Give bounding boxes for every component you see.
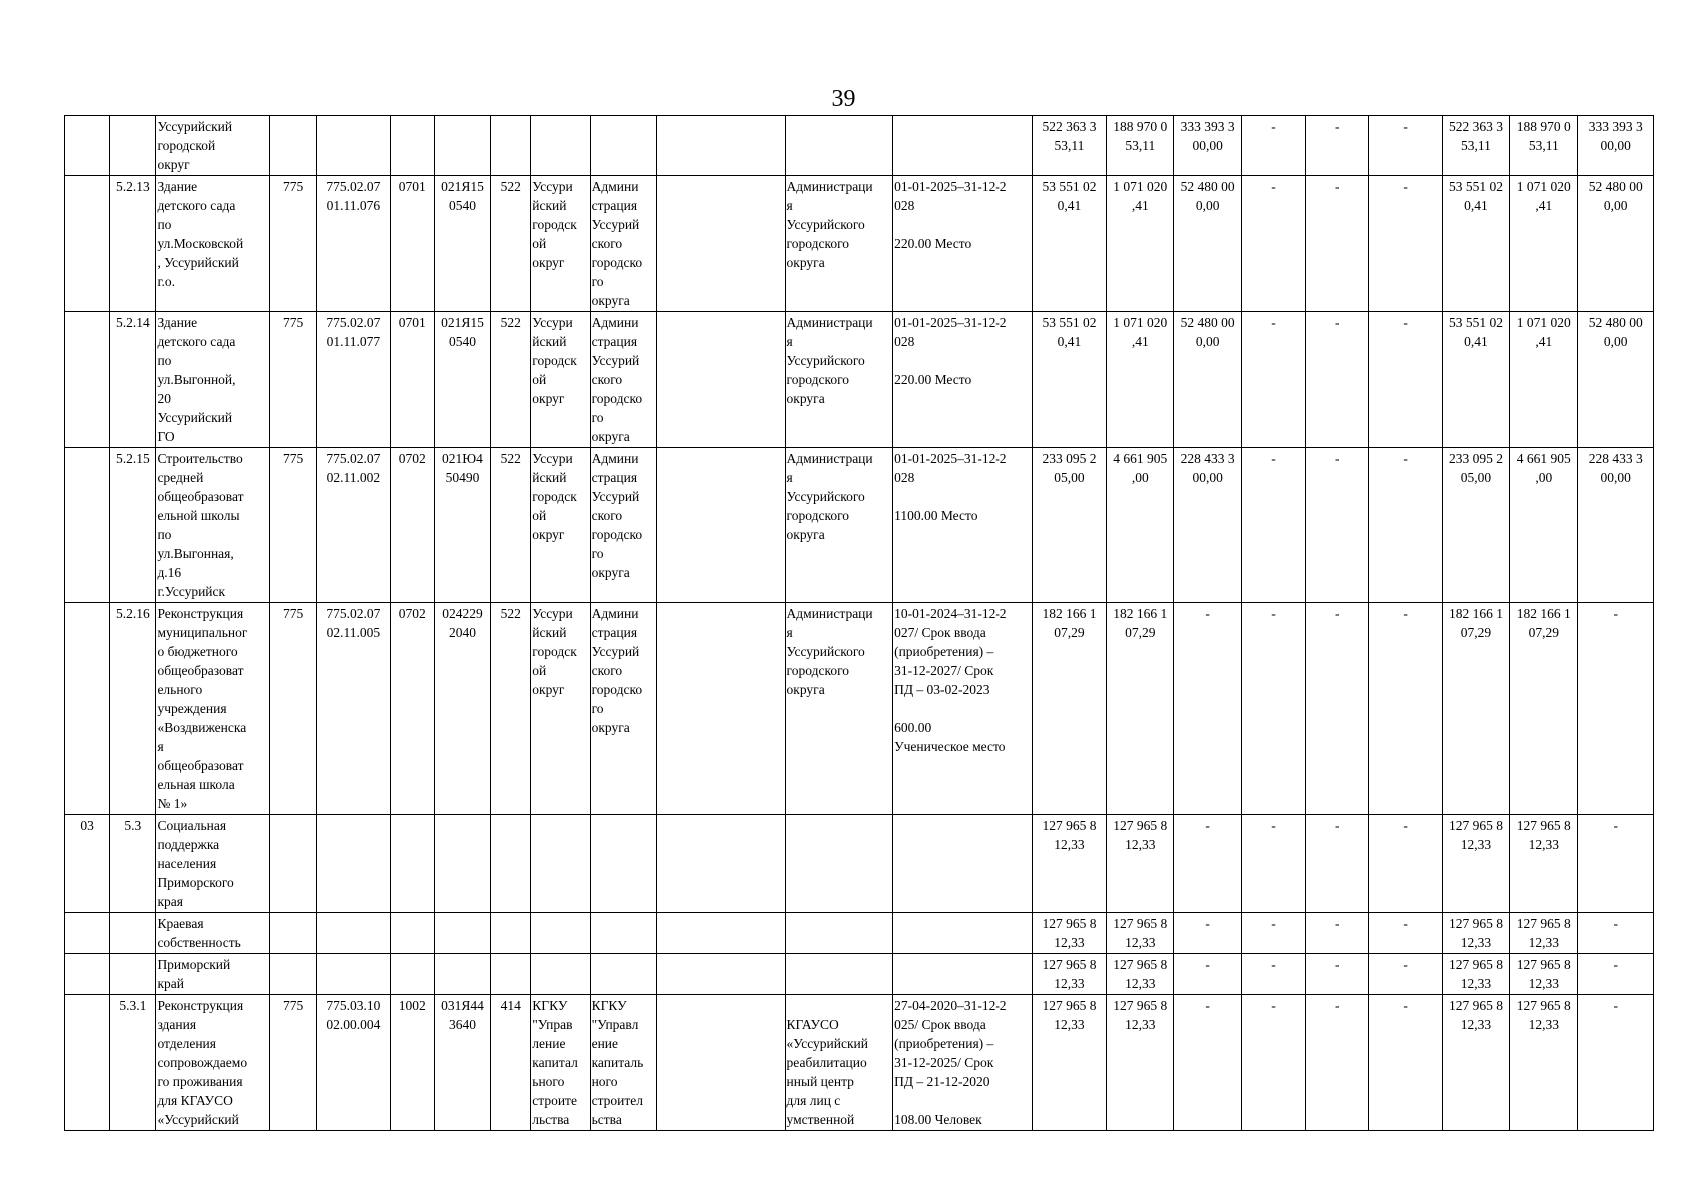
funding-year1-cell: 127 965 8 12,33 [1510, 815, 1578, 913]
period-capacity-cell [893, 815, 1033, 913]
dash-cell: - [1241, 815, 1305, 913]
dash-cell: - [1369, 954, 1442, 995]
expense-type-cell: 522 [491, 448, 531, 603]
year1-cost-cell: 1 071 020 ,41 [1107, 176, 1174, 312]
funding-total-cell: 127 965 8 12,33 [1442, 995, 1509, 1131]
developer-cell [590, 913, 656, 954]
period-capacity-cell: 27-04-2020–31-12-2 025/ Срок ввода (приобретения) – 31-12-2025/ Срок ПД – 21-12-2020 108.00 Человек [893, 995, 1033, 1131]
section-subsection-cell: 0701 [390, 176, 434, 312]
dash-cell: - [1241, 176, 1305, 312]
section-code-cell: 03 [65, 815, 110, 913]
funding-total-cell: 53 551 02 0,41 [1442, 176, 1509, 312]
expense-type-cell [491, 954, 531, 995]
developer-cell: Админи страция Уссурий ского городско го округа [590, 448, 656, 603]
funding-year2-cell: 52 480 00 0,00 [1578, 176, 1654, 312]
object-code-cell [317, 954, 390, 995]
empty-cell [656, 116, 785, 176]
year2-cost-cell: - [1174, 995, 1241, 1131]
developer-cell: КГКУ "Управл ение капиталь ного строител ьства [590, 995, 656, 1131]
funding-year2-cell: 228 433 3 00,00 [1578, 448, 1654, 603]
funding-year1-cell: 188 970 0 53,11 [1510, 116, 1578, 176]
recipient-cell [785, 116, 893, 176]
customer-cell: Уссури йский городск ой округ [531, 176, 590, 312]
funding-year1-cell: 182 166 1 07,29 [1510, 603, 1578, 815]
grbs-code-cell: 775 [270, 176, 317, 312]
period-capacity-cell: 01-01-2025–31-12-2 028 1100.00 Место [893, 448, 1033, 603]
object-code-cell: 775.02.07 02.11.005 [317, 603, 390, 815]
table-row [65, 448, 1654, 603]
empty-cell [656, 603, 785, 815]
year2-cost-cell: - [1174, 603, 1241, 815]
dash-cell: - [1369, 913, 1442, 954]
item-number-cell: 5.2.14 [110, 312, 156, 448]
dash-cell: - [1241, 913, 1305, 954]
dash-cell: - [1241, 995, 1305, 1131]
expense-type-cell: 522 [491, 312, 531, 448]
customer-cell [531, 954, 590, 995]
total-cost-cell: 233 095 2 05,00 [1032, 448, 1106, 603]
dash-cell: - [1241, 954, 1305, 995]
item-number-cell: 5.2.13 [110, 176, 156, 312]
section-code-cell [65, 913, 110, 954]
funding-year2-cell: - [1578, 995, 1654, 1131]
dash-cell: - [1241, 312, 1305, 448]
dash-cell: - [1369, 312, 1442, 448]
funding-year1-cell: 4 661 905 ,00 [1510, 448, 1578, 603]
section-subsection-cell: 0702 [390, 603, 434, 815]
dash-cell: - [1241, 603, 1305, 815]
target-article-cell: 021Ю4 50490 [434, 448, 490, 603]
dash-cell: - [1306, 995, 1369, 1131]
funding-year1-cell: 127 965 8 12,33 [1510, 913, 1578, 954]
period-capacity-cell: 01-01-2025–31-12-2 028 220.00 Место [893, 176, 1033, 312]
target-article-cell: 021Я15 0540 [434, 176, 490, 312]
developer-cell: Админи страция Уссурий ского городско го округа [590, 176, 656, 312]
customer-cell [531, 116, 590, 176]
object-name-cell: Краевая собственность [156, 913, 270, 954]
object-code-cell: 775.02.07 01.11.076 [317, 176, 390, 312]
year2-cost-cell: - [1174, 913, 1241, 954]
target-article-cell [434, 815, 490, 913]
table-row [65, 995, 1654, 1131]
expense-type-cell [491, 815, 531, 913]
year1-cost-cell: 1 071 020 ,41 [1107, 312, 1174, 448]
total-cost-cell: 53 551 02 0,41 [1032, 176, 1106, 312]
object-code-cell: 775.03.10 02.00.004 [317, 995, 390, 1131]
recipient-cell: Администраци я Уссурийского городского округа [785, 312, 893, 448]
grbs-code-cell [270, 913, 317, 954]
section-subsection-cell [390, 116, 434, 176]
dash-cell: - [1306, 448, 1369, 603]
section-subsection-cell: 0702 [390, 448, 434, 603]
object-name-cell: Социальная поддержка населения Приморского края [156, 815, 270, 913]
recipient-cell: Администраци я Уссурийского городского округа [785, 603, 893, 815]
year1-cost-cell: 127 965 8 12,33 [1107, 954, 1174, 995]
period-capacity-cell: 10-01-2024–31-12-2 027/ Срок ввода (приобретения) – 31-12-2027/ Срок ПД – 03-02-2023 600.00 Ученическое место [893, 603, 1033, 815]
period-capacity-cell [893, 954, 1033, 995]
object-name-cell: Уссурийский городской округ [156, 116, 270, 176]
dash-cell: - [1241, 448, 1305, 603]
funding-year2-cell: - [1578, 954, 1654, 995]
customer-cell: КГКУ "Управ ление капитал ьного строите льства [531, 995, 590, 1131]
section-subsection-cell [390, 815, 434, 913]
recipient-cell [785, 815, 893, 913]
funding-year1-cell: 127 965 8 12,33 [1510, 995, 1578, 1131]
section-code-cell [65, 312, 110, 448]
customer-cell [531, 815, 590, 913]
developer-cell: Админи страция Уссурий ского городско го округа [590, 312, 656, 448]
year1-cost-cell: 127 965 8 12,33 [1107, 995, 1174, 1131]
object-code-cell [317, 116, 390, 176]
year2-cost-cell: 228 433 3 00,00 [1174, 448, 1241, 603]
funding-total-cell: 127 965 8 12,33 [1442, 954, 1509, 995]
object-name-cell: Строительство средней общеобразоват ельной школы по ул.Выгонная, д.16 г.Уссурийск [156, 448, 270, 603]
dash-cell: - [1306, 116, 1369, 176]
funding-total-cell: 522 363 3 53,11 [1442, 116, 1509, 176]
dash-cell: - [1306, 954, 1369, 995]
customer-cell: Уссури йский городск ой округ [531, 312, 590, 448]
expense-type-cell: 522 [491, 176, 531, 312]
customer-cell [531, 913, 590, 954]
dash-cell: - [1369, 815, 1442, 913]
year2-cost-cell: - [1174, 954, 1241, 995]
section-subsection-cell [390, 954, 434, 995]
empty-cell [656, 995, 785, 1131]
grbs-code-cell: 775 [270, 603, 317, 815]
dash-cell: - [1306, 176, 1369, 312]
target-article-cell: 031Я44 3640 [434, 995, 490, 1131]
section-subsection-cell [390, 913, 434, 954]
funding-total-cell: 233 095 2 05,00 [1442, 448, 1509, 603]
section-code-cell [65, 448, 110, 603]
developer-cell [590, 116, 656, 176]
item-number-cell: 5.3.1 [110, 995, 156, 1131]
budget-table [64, 115, 1654, 1131]
total-cost-cell: 53 551 02 0,41 [1032, 312, 1106, 448]
target-article-cell [434, 913, 490, 954]
total-cost-cell: 182 166 1 07,29 [1032, 603, 1106, 815]
empty-cell [656, 913, 785, 954]
target-article-cell: 021Я15 0540 [434, 312, 490, 448]
object-code-cell: 775.02.07 01.11.077 [317, 312, 390, 448]
table-row [65, 815, 1654, 913]
funding-year2-cell: - [1578, 913, 1654, 954]
empty-cell [656, 448, 785, 603]
customer-cell: Уссури йский городск ой округ [531, 603, 590, 815]
expense-type-cell: 414 [491, 995, 531, 1131]
year2-cost-cell: 52 480 00 0,00 [1174, 176, 1241, 312]
section-code-cell [65, 176, 110, 312]
page-number: 39 [831, 86, 856, 112]
expense-type-cell [491, 913, 531, 954]
table-row [65, 176, 1654, 312]
dash-cell: - [1369, 448, 1442, 603]
total-cost-cell: 127 965 8 12,33 [1032, 913, 1106, 954]
dash-cell: - [1369, 116, 1442, 176]
grbs-code-cell [270, 116, 317, 176]
year1-cost-cell: 182 166 1 07,29 [1107, 603, 1174, 815]
table-row [65, 116, 1654, 176]
section-code-cell [65, 995, 110, 1131]
total-cost-cell: 127 965 8 12,33 [1032, 954, 1106, 995]
recipient-cell: Администраци я Уссурийского городского округа [785, 176, 893, 312]
recipient-cell [785, 913, 893, 954]
grbs-code-cell [270, 954, 317, 995]
grbs-code-cell: 775 [270, 448, 317, 603]
object-name-cell: Здание детского сада по ул.Московской , Уссурийский г.о. [156, 176, 270, 312]
funding-year1-cell: 1 071 020 ,41 [1510, 312, 1578, 448]
dash-cell: - [1306, 603, 1369, 815]
table-row [65, 913, 1654, 954]
total-cost-cell: 127 965 8 12,33 [1032, 815, 1106, 913]
table-row [65, 603, 1654, 815]
dash-cell: - [1369, 176, 1442, 312]
expense-type-cell: 522 [491, 603, 531, 815]
funding-total-cell: 182 166 1 07,29 [1442, 603, 1509, 815]
year1-cost-cell: 127 965 8 12,33 [1107, 913, 1174, 954]
section-subsection-cell: 0701 [390, 312, 434, 448]
funding-year2-cell: - [1578, 603, 1654, 815]
table-row [65, 312, 1654, 448]
recipient-cell: КГАУСО «Уссурийский реабилитацио нный центр для лиц с умственной [785, 995, 893, 1131]
section-code-cell [65, 954, 110, 995]
funding-year1-cell: 127 965 8 12,33 [1510, 954, 1578, 995]
customer-cell: Уссури йский городск ой округ [531, 448, 590, 603]
target-article-cell [434, 954, 490, 995]
object-name-cell: Реконструкция здания отделения сопровождаемо го проживания для КГАУСО «Уссурийский [156, 995, 270, 1131]
period-capacity-cell: 01-01-2025–31-12-2 028 220.00 Место [893, 312, 1033, 448]
object-name-cell: Здание детского сада по ул.Выгонной, 20 Уссурийский ГО [156, 312, 270, 448]
grbs-code-cell [270, 815, 317, 913]
object-name-cell: Приморский край [156, 954, 270, 995]
item-number-cell [110, 913, 156, 954]
item-number-cell: 5.2.16 [110, 603, 156, 815]
developer-cell: Админи страция Уссурий ского городско го округа [590, 603, 656, 815]
dash-cell: - [1306, 312, 1369, 448]
funding-total-cell: 127 965 8 12,33 [1442, 913, 1509, 954]
dash-cell: - [1306, 815, 1369, 913]
empty-cell [656, 954, 785, 995]
funding-year2-cell: - [1578, 815, 1654, 913]
empty-cell [656, 176, 785, 312]
recipient-cell [785, 954, 893, 995]
year2-cost-cell: 52 480 00 0,00 [1174, 312, 1241, 448]
section-code-cell [65, 603, 110, 815]
dash-cell: - [1369, 603, 1442, 815]
object-code-cell: 775.02.07 02.11.002 [317, 448, 390, 603]
object-name-cell: Реконструкция муниципальног о бюджетного общеобразоват ельного учреждения «Воздвиженска я общеобразоват ельная школа № 1» [156, 603, 270, 815]
item-number-cell [110, 116, 156, 176]
item-number-cell: 5.3 [110, 815, 156, 913]
empty-cell [656, 815, 785, 913]
year2-cost-cell: 333 393 3 00,00 [1174, 116, 1241, 176]
item-number-cell: 5.2.15 [110, 448, 156, 603]
year1-cost-cell: 127 965 8 12,33 [1107, 815, 1174, 913]
recipient-cell: Администраци я Уссурийского городского округа [785, 448, 893, 603]
grbs-code-cell: 775 [270, 995, 317, 1131]
period-capacity-cell [893, 116, 1033, 176]
funding-total-cell: 53 551 02 0,41 [1442, 312, 1509, 448]
developer-cell [590, 815, 656, 913]
section-subsection-cell: 1002 [390, 995, 434, 1131]
object-code-cell [317, 815, 390, 913]
total-cost-cell: 522 363 3 53,11 [1032, 116, 1106, 176]
developer-cell [590, 954, 656, 995]
year1-cost-cell: 188 970 0 53,11 [1107, 116, 1174, 176]
funding-year1-cell: 1 071 020 ,41 [1510, 176, 1578, 312]
object-code-cell [317, 913, 390, 954]
target-article-cell [434, 116, 490, 176]
period-capacity-cell [893, 913, 1033, 954]
year2-cost-cell: - [1174, 815, 1241, 913]
grbs-code-cell: 775 [270, 312, 317, 448]
item-number-cell [110, 954, 156, 995]
empty-cell [656, 312, 785, 448]
funding-year2-cell: 52 480 00 0,00 [1578, 312, 1654, 448]
table-row [65, 954, 1654, 995]
dash-cell: - [1369, 995, 1442, 1131]
dash-cell: - [1306, 913, 1369, 954]
target-article-cell: 024229 2040 [434, 603, 490, 815]
funding-total-cell: 127 965 8 12,33 [1442, 815, 1509, 913]
year1-cost-cell: 4 661 905 ,00 [1107, 448, 1174, 603]
section-code-cell [65, 116, 110, 176]
dash-cell: - [1241, 116, 1305, 176]
funding-year2-cell: 333 393 3 00,00 [1578, 116, 1654, 176]
total-cost-cell: 127 965 8 12,33 [1032, 995, 1106, 1131]
expense-type-cell [491, 116, 531, 176]
